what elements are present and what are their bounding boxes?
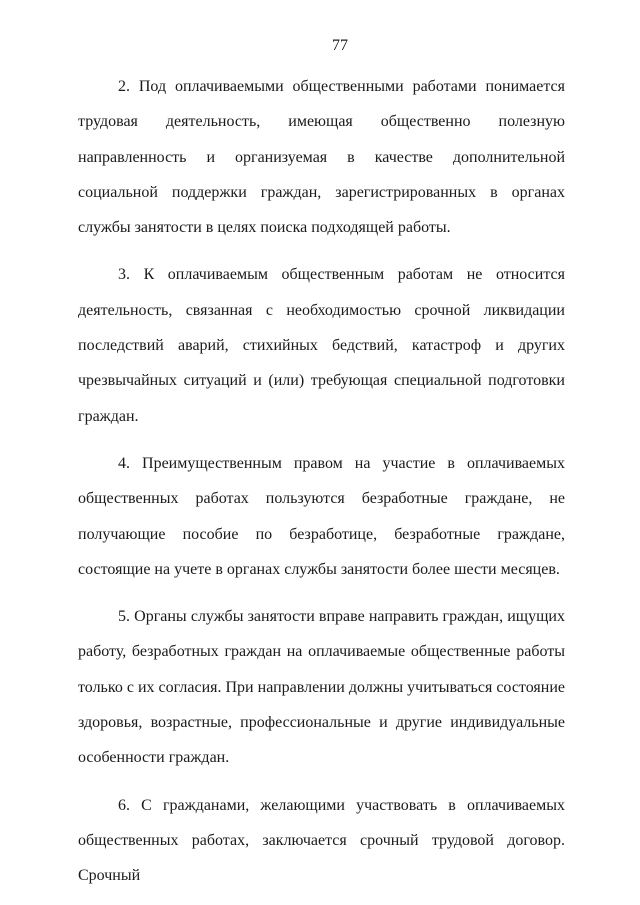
paragraph-3: 3. К оплачиваемым общественным работам не относится деятельность, связанная с необходимостью срочной ликвидации последствий аварий, стихийных бедствий, катастроф и других чрезвычайных ситуаций и (или) требующая специальной подготовки граждан. — [78, 266, 565, 425]
paragraph-4: 4. Преимущественным правом на участие в оплачиваемых общественных работах пользуются безработные граждане, не получающие пособие по безработице, безработные граждане, состоящие на учете в органах службы занятости более шести месяцев. — [78, 454, 565, 578]
document-body — [78, 69, 565, 894]
paragraph-2: 2. Под оплачиваемыми общественными работами понимается трудовая деятельность, имеющая общественно полезную направленность и организуемая в качестве дополнительной социальной поддержки граждан, зарегистрированных в органах службы занятости в целях поиска подходящей работы. — [78, 78, 565, 237]
paragraph-5: 5. Органы службы занятости вправе направить граждан, ищущих работу, безработных граждан на оплачиваемые общественные работы только с их согласия. При направлении должны учитываться состояние здоровья, возрастные, профессиональные и другие индивидуальные особенности граждан. — [78, 608, 565, 767]
paragraph-6: 6. С гражданами, желающими участвовать в оплачиваемых общественных работах, заключается срочный трудовой договор. Срочный — [78, 796, 565, 885]
page-number: 77 — [332, 37, 348, 54]
